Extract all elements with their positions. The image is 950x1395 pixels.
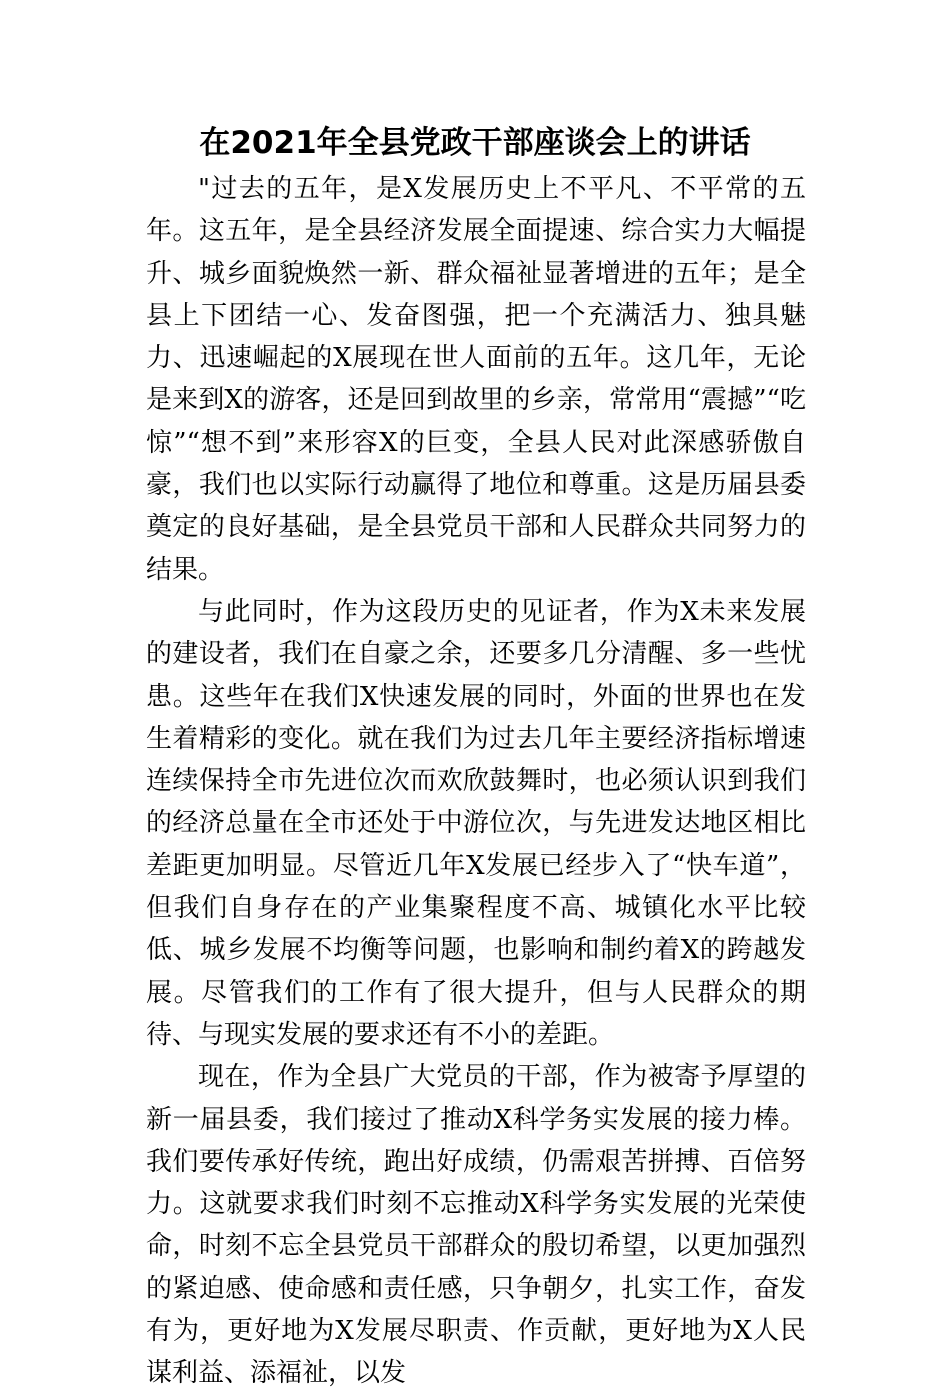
paragraph: 与此同时，作为这段历史的见证者，作为X未来发展的建设者，我们在自豪之余，还要多几分清醒、多一些忧患。这些年在我们X快速发展的同时，外面的世界也在发生着精彩的变化。就在我们为过去几年主要经济指标增速连续保持全市先进位次而欢欣鼓舞时，也必须认识到我们的经济总量在全市还处于中游位次，与先进发达地区相比差距更加明显。尽管近几年X发展已经步入了“快车道”，但我们自身存在的产业集聚程度不高、城镇化水平比较低、城乡发展不均衡等问题，也影响和制约着X的跨越发展。尽管我们的工作有了很大提升，但与人民群众的期待、与现实发展的要求还有不小的差距。 [146, 596, 806, 1050]
document-title: 在2021年全县党政干部座谈会上的讲话 [199, 125, 751, 161]
document-body [146, 168, 806, 1395]
paragraph: 现在，作为全县广大党员的干部，作为被寄予厚望的新一届县委，我们接过了推动X科学务实发展的接力棒。我们要传承好传统，跑出好成绩，仍需艰苦拼搏、百倍努力。这就要求我们时刻不忘推动X科学务实发展的光荣使命，时刻不忘全县党员干部群众的殷切希望，以更加强烈的紧迫感、使命感和责任感，只争朝夕，扎实工作，奋发有为，更好地为X发展尽职责、作贡献，更好地为X人民谋利益、添福祉，以发 [146, 1062, 806, 1389]
paragraph: "过去的五年，是X发展历史上不平凡、不平常的五年。这五年，是全县经济发展全面提速、综合实力大幅提升、城乡面貌焕然一新、群众福祉显著增进的五年；是全县上下团结一心、发奋图强，把一个充满活力、独具魅力、迅速崛起的X展现在世人面前的五年。这几年，无论是来到X的游客，还是回到故里的乡亲，常常用“震撼”“吃惊”“想不到”来形容X的巨变，全县人民对此深感骄傲自豪，我们也以实际行动赢得了地位和尊重。这是历届县委奠定的良好基础，是全县党员干部和人民群众共同努力的结果。 [146, 174, 806, 585]
